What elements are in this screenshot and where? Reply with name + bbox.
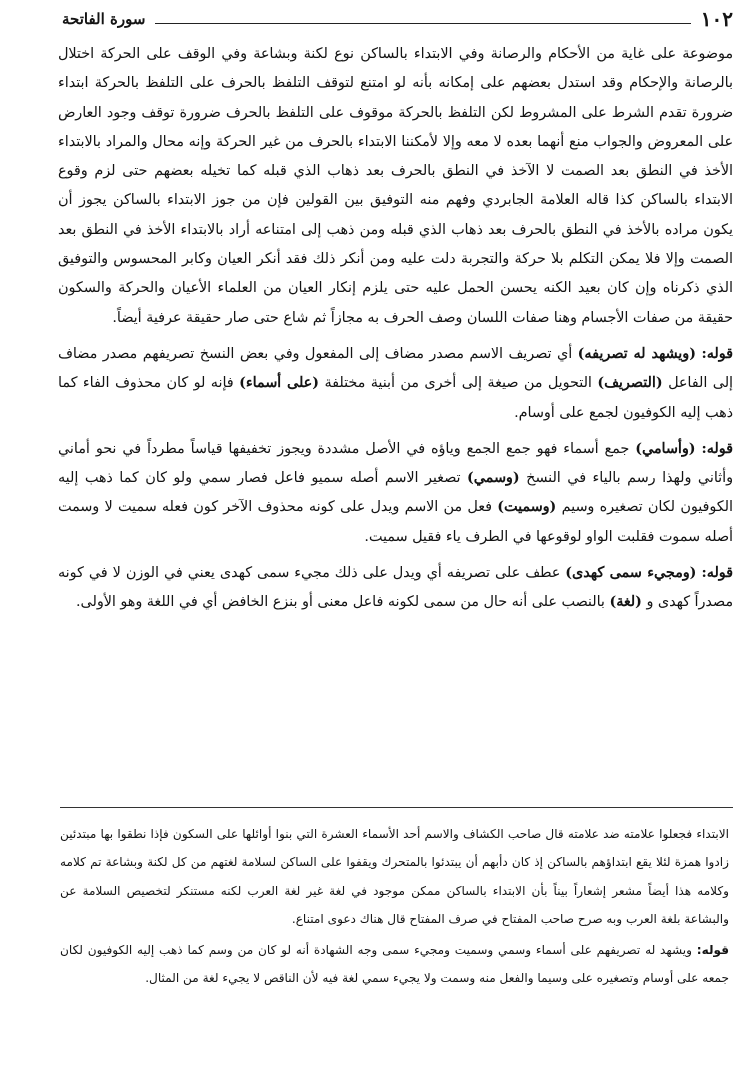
- commentary-text: أي تصريف الاسم مصدر مضاف إلى المفعول وفي بعض النسخ تصريفهم مصدر مضاف إلى الفاعل: [58, 345, 734, 392]
- footnote-divider: [60, 807, 733, 808]
- page-header: [62, 4, 733, 34]
- commentary-text: فعل من الاسم ويدل على كونه محذوف الآخر كون فعله سميت لا وسمت أصله سموت فقلبت الواو لوقوعها في الطرف ياء فقيل سميت.: [58, 499, 733, 545]
- quoted-phrase: (ويشهد له تصريفه): [577, 345, 696, 362]
- qawluhu-label: قوله:: [701, 565, 734, 582]
- commentary-text: عطف على تصريفه أي ويدل على ذلك مجيء سمى كهدى يعني في الوزن لا في كونه مصدراً كهدى و: [58, 565, 733, 611]
- paragraph-text: موضوعة على غاية من الأحكام والرصانة وفي الابتداء بالساكن نوع لكنة وبشاعة وفي الوقف على الحركة اختلال بالرصانة والإحكام وقد استدل بعضهم على إمكانه بأنه لو امتنع لتوقف التلفظ بالحرف على التلفظ بالحركة ابتداء ضرورة تقدم الشرط على المشروط لكن التلفظ بالحركة موقوف على التلفظ بالحرف ضرورة توقف وجود العارض على المعروض والجواب منع أنهما بعده لا معه وإلا لأمكننا الابتداء بالحرف من غير الحركة وإنه محال والمراد بالابتداء الأخذ في النطق بعد الصمت لا الآخذ في النطق بالحرف بعد ذهاب الذي قبله كما تخيله بعضهم حتى لزم وقوع الابتداء بالساكن كذا قاله العلامة الجابردي وفهم منه التوفيق بين القولين فإن من جوز الابتداء بالساكن يجوز أن يكون مراده بالأخذ في النطق بالحرف بعد ذهاب الذي قبله ومن ذهب إلى امتناعه أراد بالابتداء الأخذ في النطق بعد الصمت وإلا فلا يمكن التكلم بلا حركة والتجربة دلت عليه ومن أنكر ذلك فقد أنكر العيان وكابر المحسوس والتوفيق الذي ذكرناه وإن كان بعيد الكنه يحسن الحمل عليه حتى يلزم إنكار العيان من العلماء الأعيان والحركة والسكون حقيقة من صفات الأجسام وهنا صفات اللسان وصف الحرف به مجازاً ثم شاع حتى صار حقيقة عرفية أيضاً.: [58, 46, 733, 326]
- quoted-phrase: (لغة): [609, 594, 642, 611]
- page-number: ١٠٢: [700, 7, 733, 31]
- footnote-text: الابتداء فجعلوا علامته ضد علامته قال صاحب الكشاف والاسم أحد الأسماء العشرة التي بنوا أوائلها على السكون فإذا نطقوا بها مبتدئين زادوا همزة لئلا يقع ابتداؤهم بالساكن إذ كان دأبهم أن يبتدئوا بالمتحرك ويقفوا على الساكن لسلامة لغتهم من كل لكنة وبشاعة تم كلامه وكلامه هذا أيضاً مشعر إشعاراً بيناً بأن الابتداء بالساكن ممكن موجود في لغة غير لغة العرب لكنه مستنكر لتخصيص السلامة عن والبشاعة بلغة العرب وبه صرح صاحب المفتاح في صرف المفتاح قال هناك دعوى امتناع.: [60, 827, 729, 927]
- footnote: [60, 936, 729, 993]
- main-text: [58, 40, 733, 625]
- qawluhu-label: قوله:: [696, 942, 729, 957]
- quoted-phrase: (التصريف): [597, 375, 663, 392]
- paragraph: [58, 559, 733, 618]
- quoted-phrase: (وسميت): [497, 499, 557, 516]
- paragraph: [58, 435, 733, 552]
- commentary-text: فإنه لو كان محذوف الفاء كما ذهب إليه الكوفيون لجمع على أوسام.: [58, 375, 733, 421]
- running-title: سورة الفاتحة: [62, 10, 146, 28]
- footnote: [60, 820, 729, 934]
- commentary-text: التحويل من صيغة إلى أخرى من أبنية مختلفة: [324, 375, 592, 392]
- commentary-text: تصغير الاسم أصله سميو فاعل فصار سمي ولو كان كما ذهب إليه الكوفيون لكان تصغيره وسيم: [58, 470, 733, 516]
- commentary-text: بالنصب على أنه حال من سمى لكونه فاعل معنى أو بنزع الخافض أي في اللغة وهو الأولى.: [76, 594, 605, 611]
- quoted-phrase: (وأسامي): [635, 440, 696, 457]
- qawluhu-label: قوله:: [701, 345, 733, 362]
- qawluhu-label: قوله:: [701, 440, 733, 457]
- quoted-phrase: (ومجيء سمى كهدى): [565, 565, 697, 582]
- paragraph: [58, 40, 733, 333]
- footnotes: [60, 820, 729, 994]
- paragraph: [58, 340, 733, 428]
- quoted-phrase: (وسمي): [467, 470, 520, 487]
- header-rule: [155, 23, 690, 24]
- footnote-text: ويشهد له تصريفهم على أسماء وسمي وسميت ومجيء سمى وجه الشهادة أنه لو كان من وسم كما ذهب إليه الكوفيون لكان جمعه على أوسام وتصغيره على وسيما والفعل منه وسمت ولا يجيء سمي لغة فيه لأن الناقص لا يجيء لغة من المثال.: [60, 942, 729, 986]
- quoted-phrase: (على أسماء): [239, 375, 319, 392]
- commentary-text: جمع أسماء فهو جمع الجمع وياؤه في الأصل مشددة ويجوز تخفيفها قياساً مطرداً في نحو أماني وأثاني ولهذا رسم بالياء في النسخ: [58, 440, 734, 487]
